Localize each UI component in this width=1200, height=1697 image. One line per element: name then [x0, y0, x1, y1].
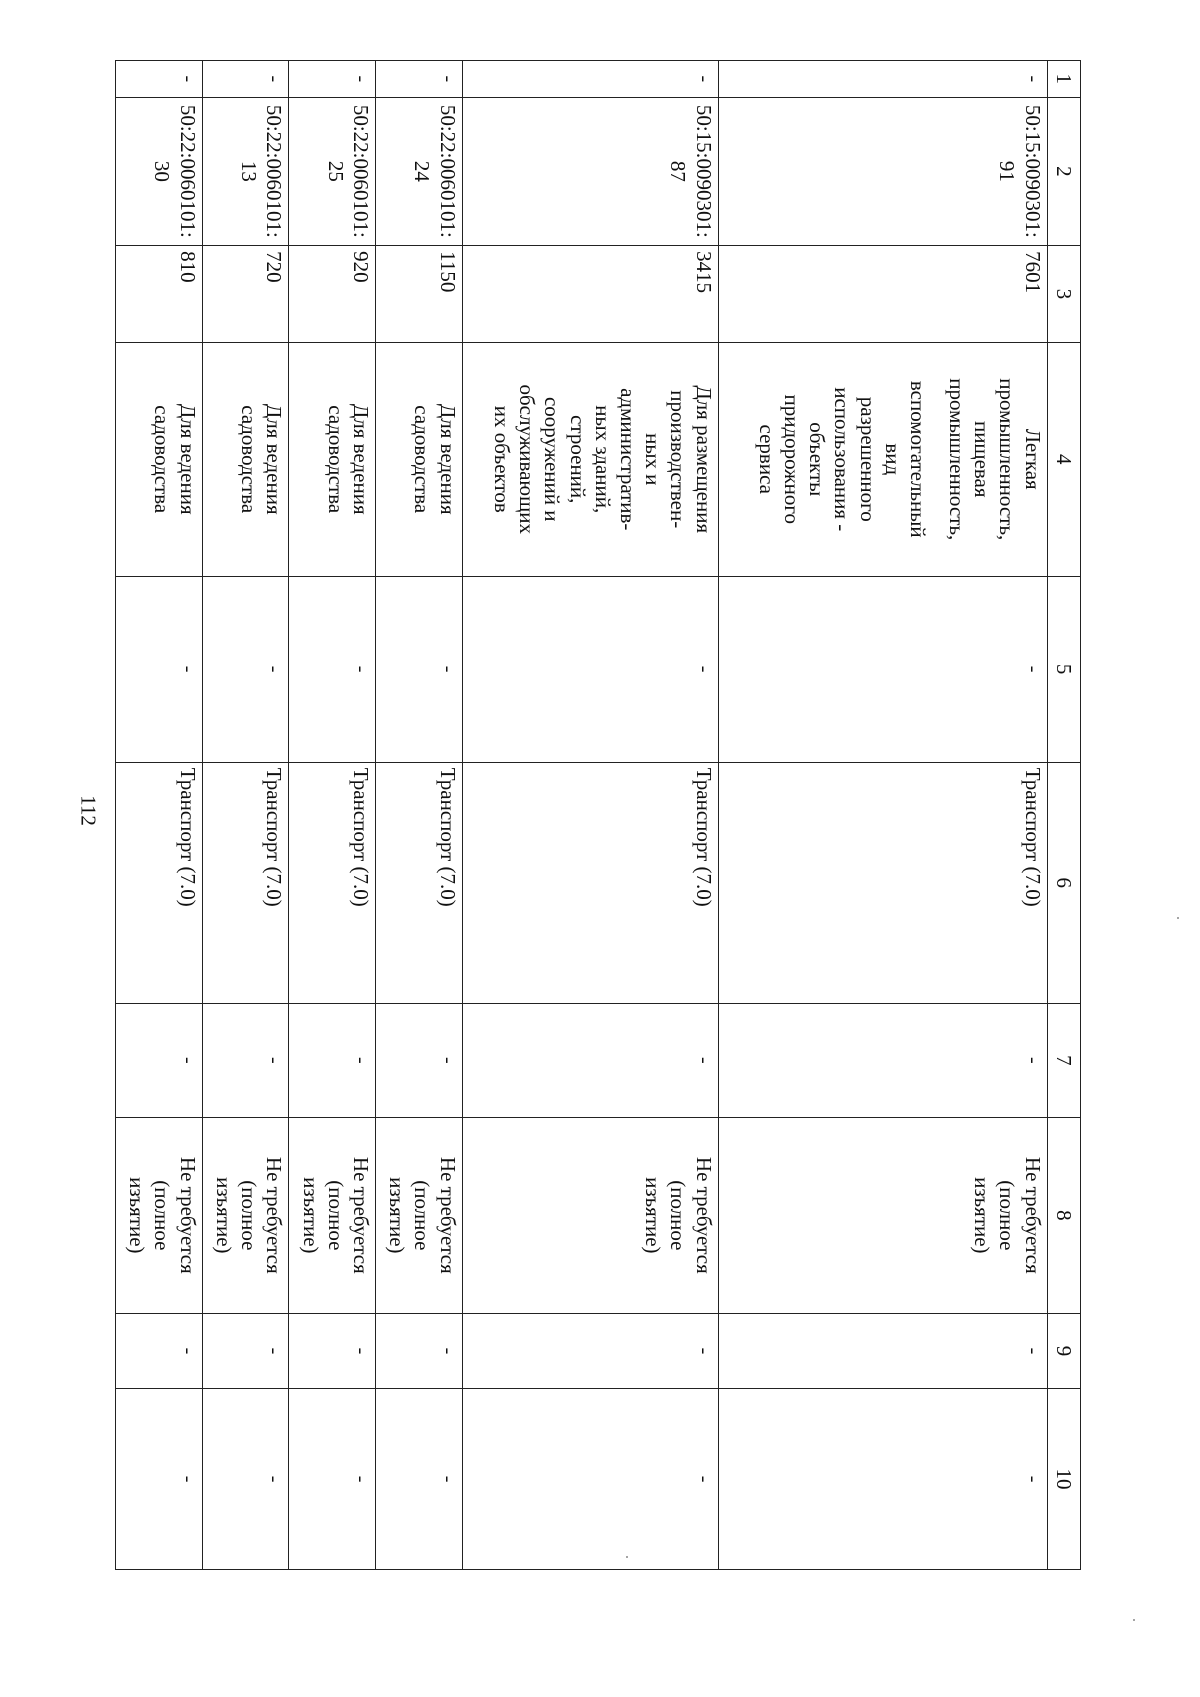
permitted-use-line: садоводства	[150, 405, 175, 514]
permitted-use-line: ных и	[641, 433, 666, 486]
cell-index: -	[462, 61, 718, 98]
permitted-use-line: Для размещения	[691, 385, 716, 534]
table-row	[116, 61, 203, 1570]
scan-speck	[626, 1556, 628, 1558]
withdrawal-line: изъятие)	[125, 1177, 150, 1254]
withdrawal-line: Не требуется	[435, 1156, 460, 1274]
land-plots-table	[115, 60, 1081, 1570]
withdrawal-line: изъятие)	[211, 1177, 236, 1254]
cell-permitted-use	[116, 342, 203, 576]
scan-speck	[1177, 917, 1179, 919]
table-container	[115, 60, 1081, 1570]
cell-col5: -	[116, 576, 203, 762]
cell-index: -	[116, 61, 203, 98]
table-row	[289, 61, 376, 1570]
auxiliary-use-line: объекты	[805, 422, 830, 497]
table-row	[718, 61, 1047, 1570]
cell-index: -	[289, 61, 376, 98]
permitted-use-line: Для ведения	[348, 403, 373, 515]
cell-col5: -	[202, 576, 289, 762]
cadastral-line: 50:15:0090301:	[691, 104, 716, 238]
cadastral-line: 30	[150, 160, 175, 182]
col-header: 3	[1047, 246, 1080, 343]
withdrawal-line: изъятие)	[385, 1177, 410, 1254]
permitted-use-line: ных зданий,	[590, 405, 615, 514]
cell-area: 7601	[718, 246, 1047, 343]
permitted-use-line: садоводства	[410, 405, 435, 514]
cell-col9: -	[116, 1313, 203, 1388]
table-row	[202, 61, 289, 1570]
cell-col7: -	[718, 1003, 1047, 1117]
auxiliary-use-line: использования -	[830, 387, 855, 532]
cell-area: 3415	[462, 246, 718, 343]
cell-area: 920	[289, 246, 376, 343]
permitted-use-line: обслуживающих	[515, 384, 540, 535]
permitted-use-line: пищевая	[970, 420, 995, 498]
permitted-use-line: Для ведения	[175, 403, 200, 515]
withdrawal-line: (полное	[410, 1180, 435, 1251]
col-header: 2	[1047, 97, 1080, 246]
table-body	[116, 61, 1081, 1570]
cadastral-line: 50:22:0060101:	[175, 104, 200, 238]
table-row	[375, 61, 462, 1570]
cell-col9: -	[462, 1313, 718, 1388]
withdrawal-line: (полное	[237, 1180, 262, 1251]
withdrawal-line: Не требуется	[1020, 1156, 1045, 1274]
cell-col10: -	[116, 1389, 203, 1570]
permitted-use-line: их объектов	[490, 405, 515, 513]
permitted-use-line: производствен-	[666, 390, 691, 529]
spacer	[930, 348, 944, 571]
auxiliary-use-line: сервиса	[754, 424, 779, 494]
cell-area: 810	[116, 246, 203, 343]
withdrawal-line: (полное	[150, 1180, 175, 1251]
cell-col7: -	[116, 1003, 203, 1117]
cell-col5: -	[375, 576, 462, 762]
auxiliary-use-line: разрешенного	[855, 396, 880, 522]
cadastral-line: 87	[666, 160, 691, 182]
cell-col9: -	[375, 1313, 462, 1388]
cadastral-line: 50:22:0060101:	[348, 104, 373, 238]
cell-col9: -	[202, 1313, 289, 1388]
cell-withdrawal	[202, 1117, 289, 1313]
cadastral-line: 50:22:0060101:	[435, 104, 460, 238]
permitted-use-line: промышленность,	[995, 378, 1020, 541]
withdrawal-line: (полное	[666, 1180, 691, 1251]
auxiliary-use-line: вид	[880, 443, 905, 476]
cadastral-line: 25	[323, 160, 348, 182]
cell-index: -	[202, 61, 289, 98]
cell-cadastral-number	[375, 97, 462, 246]
col-header: 1	[1047, 61, 1080, 98]
cell-permitted-use	[289, 342, 376, 576]
cell-purpose: Транспорт (7.0)	[462, 762, 718, 1003]
withdrawal-line: Не требуется	[262, 1156, 287, 1274]
cell-col7: -	[375, 1003, 462, 1117]
cell-area: 1150	[375, 246, 462, 343]
cell-index: -	[718, 61, 1047, 98]
cadastral-line: 50:22:0060101:	[262, 104, 287, 238]
col-header: 9	[1047, 1313, 1080, 1388]
permitted-use-line: Для ведения	[435, 403, 460, 515]
cell-purpose: Транспорт (7.0)	[718, 762, 1047, 1003]
cell-permitted-use	[202, 342, 289, 576]
cell-purpose: Транспорт (7.0)	[289, 762, 376, 1003]
cadastral-line: 13	[237, 160, 262, 182]
withdrawal-line: (полное	[323, 1180, 348, 1251]
column-number-row	[1047, 61, 1080, 1570]
withdrawal-line: (полное	[995, 1180, 1020, 1251]
withdrawal-line: Не требуется	[691, 1156, 716, 1274]
permitted-use-line: Для ведения	[262, 403, 287, 515]
cell-index: -	[375, 61, 462, 98]
auxiliary-use-line: вспомогательный	[905, 380, 930, 538]
withdrawal-line: изъятие)	[641, 1177, 666, 1254]
cell-purpose: Транспорт (7.0)	[116, 762, 203, 1003]
cell-cadastral-number	[718, 97, 1047, 246]
cadastral-line: 50:15:0090301:	[1020, 104, 1045, 238]
cell-col5: -	[718, 576, 1047, 762]
withdrawal-line: изъятие)	[970, 1177, 995, 1254]
cell-col10: -	[462, 1389, 718, 1570]
page-number: 112	[76, 795, 101, 826]
col-header: 6	[1047, 762, 1080, 1003]
col-header: 7	[1047, 1003, 1080, 1117]
permitted-use-line: сооружений и	[540, 396, 565, 522]
auxiliary-use-line: придорожного	[779, 394, 804, 524]
withdrawal-line: Не требуется	[175, 1156, 200, 1274]
cell-purpose: Транспорт (7.0)	[375, 762, 462, 1003]
table-row	[462, 61, 718, 1570]
cell-col10: -	[289, 1389, 376, 1570]
cadastral-line: 24	[410, 160, 435, 182]
cell-col5: -	[289, 576, 376, 762]
cell-withdrawal	[718, 1117, 1047, 1313]
cadastral-line: 91	[995, 160, 1020, 182]
cell-col10: -	[718, 1389, 1047, 1570]
col-header: 10	[1047, 1389, 1080, 1570]
permitted-use-line: административ-	[616, 388, 641, 531]
cell-withdrawal	[375, 1117, 462, 1313]
cell-col7: -	[202, 1003, 289, 1117]
cell-permitted-use	[375, 342, 462, 576]
permitted-use-line: садоводства	[237, 405, 262, 514]
col-header: 8	[1047, 1117, 1080, 1313]
cell-col9: -	[718, 1313, 1047, 1388]
scan-speck	[1133, 1619, 1135, 1621]
withdrawal-line: изъятие)	[298, 1177, 323, 1254]
cell-withdrawal	[116, 1117, 203, 1313]
permitted-use-line: садоводства	[323, 405, 348, 514]
cell-area: 720	[202, 246, 289, 343]
cell-cadastral-number	[116, 97, 203, 246]
withdrawal-line: Не требуется	[348, 1156, 373, 1274]
cell-permitted-use	[718, 342, 1047, 576]
permitted-use-line: строений,	[565, 415, 590, 504]
cell-col5: -	[462, 576, 718, 762]
cell-purpose: Транспорт (7.0)	[202, 762, 289, 1003]
cell-col10: -	[375, 1389, 462, 1570]
cell-permitted-use	[462, 342, 718, 576]
permitted-use-line: Легкая	[1020, 428, 1045, 490]
col-header: 5	[1047, 576, 1080, 762]
cell-withdrawal	[289, 1117, 376, 1313]
cell-col7: -	[462, 1003, 718, 1117]
cell-col7: -	[289, 1003, 376, 1117]
cell-col10: -	[202, 1389, 289, 1570]
cell-cadastral-number	[202, 97, 289, 246]
permitted-use-line: промышленность,	[945, 378, 970, 541]
cell-cadastral-number	[462, 97, 718, 246]
cell-col9: -	[289, 1313, 376, 1388]
rotated-sheet	[115, 60, 1081, 1570]
col-header: 4	[1047, 342, 1080, 576]
cell-cadastral-number	[289, 97, 376, 246]
cell-withdrawal	[462, 1117, 718, 1313]
